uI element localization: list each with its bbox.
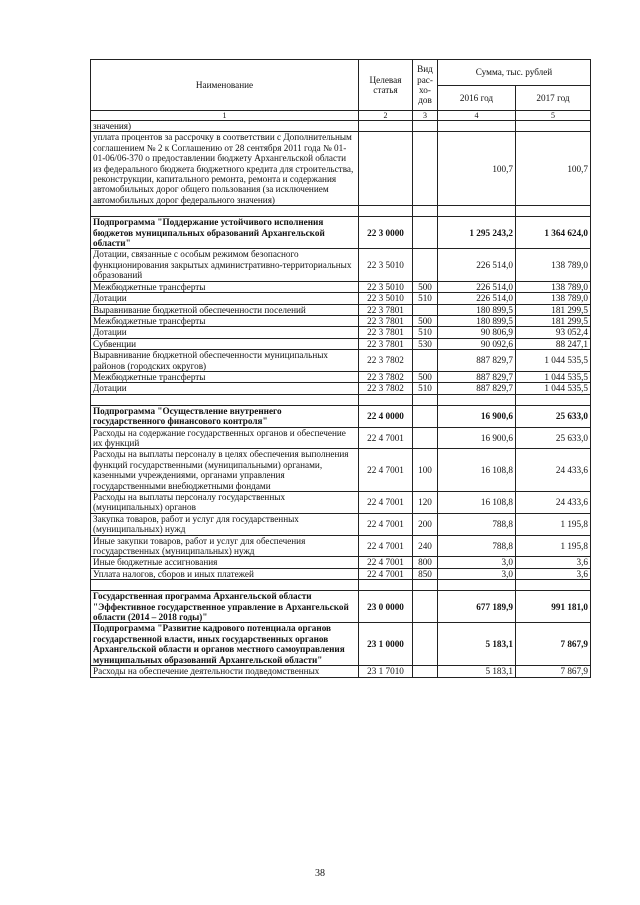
expense-type-cell xyxy=(413,623,438,666)
empty-cell xyxy=(438,394,516,405)
target-code-cell: 22 3 0000 xyxy=(359,217,413,249)
name-cell: Уплата налогов, сборов и иных платежей xyxy=(91,568,359,579)
table-row xyxy=(91,492,591,514)
document-page xyxy=(90,59,590,678)
target-code-cell: 22 4 7001 xyxy=(359,568,413,579)
amount-2016-cell: 180 899,5 xyxy=(438,315,516,326)
program-row xyxy=(91,405,591,427)
column-number: 3 xyxy=(413,111,438,121)
amount-2016-cell: 100,7 xyxy=(438,132,516,206)
table-row xyxy=(91,383,591,394)
table-body xyxy=(91,121,591,678)
amount-2016-cell: 887 829,7 xyxy=(438,383,516,394)
table-row xyxy=(91,315,591,326)
amount-2017-cell: 93 052,4 xyxy=(516,327,591,338)
program-row xyxy=(91,591,591,623)
amount-2016-cell: 16 108,8 xyxy=(438,449,516,492)
name-cell: Дотации, связанные с особым режимом безопасного функционирования закрытых административно-территориальных образований xyxy=(91,249,359,281)
empty-cell xyxy=(438,580,516,591)
name-cell: Иные бюджетные ассигнования xyxy=(91,557,359,568)
table-row xyxy=(91,568,591,579)
empty-cell xyxy=(359,394,413,405)
amount-2017-cell: 181 299,5 xyxy=(516,315,591,326)
expense-type-cell: 500 xyxy=(413,371,438,382)
amount-2017-cell: 7 867,9 xyxy=(516,623,591,666)
table-row xyxy=(91,535,591,557)
name-cell: Дотации xyxy=(91,293,359,304)
target-code-cell: 22 4 7001 xyxy=(359,513,413,535)
amount-2017-cell: 181 299,5 xyxy=(516,304,591,315)
amount-2016-cell: 1 295 243,2 xyxy=(438,217,516,249)
amount-2016-cell: 90 092,6 xyxy=(438,338,516,349)
name-cell: Межбюджетные трансферты xyxy=(91,281,359,292)
amount-2017-cell: 138 789,0 xyxy=(516,249,591,281)
header-name: Наименование xyxy=(91,60,359,111)
expense-type-cell: 100 xyxy=(413,449,438,492)
table-row xyxy=(91,557,591,568)
target-code-cell: 22 4 7001 xyxy=(359,557,413,568)
expense-type-cell xyxy=(413,405,438,427)
expense-type-cell: 120 xyxy=(413,492,438,514)
name-cell: Закупка товаров, работ и услуг для государственных (муниципальных) нужд xyxy=(91,513,359,535)
expense-type-cell xyxy=(413,666,438,677)
amount-2017-cell: 138 789,0 xyxy=(516,281,591,292)
empty-cell xyxy=(438,206,516,217)
target-code-cell: 22 3 5010 xyxy=(359,281,413,292)
budget-table xyxy=(90,59,591,678)
name-cell: Выравнивание бюджетной обеспеченности поселений xyxy=(91,304,359,315)
empty-cell xyxy=(413,580,438,591)
header-year-2017: 2017 год xyxy=(516,85,591,111)
amount-2017-cell: 25 633,0 xyxy=(516,405,591,427)
table-row xyxy=(91,513,591,535)
amount-2016-cell: 788,8 xyxy=(438,535,516,557)
column-number: 2 xyxy=(359,111,413,121)
expense-type-cell: 500 xyxy=(413,315,438,326)
expense-type-cell: 500 xyxy=(413,281,438,292)
target-code-cell xyxy=(359,121,413,132)
column-number: 1 xyxy=(91,111,359,121)
name-cell: Дотации xyxy=(91,327,359,338)
expense-type-cell xyxy=(413,217,438,249)
expense-type-cell: 200 xyxy=(413,513,438,535)
target-code-cell: 22 3 5010 xyxy=(359,293,413,304)
expense-type-cell: 800 xyxy=(413,557,438,568)
amount-2016-cell: 3,0 xyxy=(438,568,516,579)
name-cell: значения) xyxy=(91,121,359,132)
expense-type-cell xyxy=(413,427,438,449)
amount-2017-cell: 100,7 xyxy=(516,132,591,206)
empty-cell xyxy=(359,206,413,217)
amount-2017-cell: 1 195,8 xyxy=(516,513,591,535)
expense-type-cell: 510 xyxy=(413,327,438,338)
amount-2016-cell: 887 829,7 xyxy=(438,350,516,372)
name-cell: уплата процентов за рассрочку в соответствии с Дополнительным соглашением № 2 к Соглашению от 28 сентября 2011 года № 01-01-06/06-370 о предоставлении бюджету Архангельской области из федерального бюджета бюджетного кредита для строительства, реконструкции, капитального ремонта, ремонта и содержания автомобильных дорог общего пользования (за исключением автомобильных дорог федерального значения) xyxy=(91,132,359,206)
amount-2016-cell: 5 183,1 xyxy=(438,623,516,666)
empty-cell xyxy=(91,580,359,591)
name-cell: Выравнивание бюджетной обеспеченности муниципальных районов (городских округов) xyxy=(91,350,359,372)
amount-2017-cell: 3,6 xyxy=(516,557,591,568)
amount-2016-cell: 226 514,0 xyxy=(438,249,516,281)
name-cell: Расходы на содержание государственных органов и обеспечение их функций xyxy=(91,427,359,449)
amount-2017-cell: 24 433,6 xyxy=(516,449,591,492)
table-row xyxy=(91,132,591,206)
name-cell: Подпрограмма "Развитие кадрового потенциала органов государственной власти, иных государственных органов Архангельской области и органов местного самоуправления муниципальных образований Архангельской области" xyxy=(91,623,359,666)
target-code-cell: 22 3 7801 xyxy=(359,327,413,338)
amount-2017-cell: 3,6 xyxy=(516,568,591,579)
amount-2017-cell: 7 867,9 xyxy=(516,666,591,677)
name-cell: Государственная программа Архангельской области "Эффективное государственное управление в Архангельской области (2014 – 2018 годы)" xyxy=(91,591,359,623)
amount-2016-cell: 226 514,0 xyxy=(438,293,516,304)
amount-2016-cell: 887 829,7 xyxy=(438,371,516,382)
amount-2016-cell: 16 900,6 xyxy=(438,427,516,449)
table-row xyxy=(91,281,591,292)
amount-2016-cell: 5 183,1 xyxy=(438,666,516,677)
amount-2017-cell xyxy=(516,121,591,132)
amount-2016-cell: 3,0 xyxy=(438,557,516,568)
empty-cell xyxy=(413,394,438,405)
expense-type-cell xyxy=(413,132,438,206)
expense-type-cell xyxy=(413,591,438,623)
empty-cell xyxy=(516,206,591,217)
empty-cell xyxy=(91,206,359,217)
page-number: 38 xyxy=(315,868,325,879)
amount-2016-cell: 677 189,9 xyxy=(438,591,516,623)
column-number: 4 xyxy=(438,111,516,121)
target-code-cell: 23 0 0000 xyxy=(359,591,413,623)
table-row xyxy=(91,327,591,338)
column-number: 5 xyxy=(516,111,591,121)
expense-type-cell xyxy=(413,350,438,372)
table-row xyxy=(91,666,591,677)
name-cell: Подпрограмма "Осуществление внутреннего государственного финансового контроля" xyxy=(91,405,359,427)
expense-type-cell: 510 xyxy=(413,383,438,394)
target-code-cell: 23 1 7010 xyxy=(359,666,413,677)
amount-2017-cell: 1 195,8 xyxy=(516,535,591,557)
target-code-cell: 22 3 7801 xyxy=(359,338,413,349)
expense-type-cell: 850 xyxy=(413,568,438,579)
empty-cell xyxy=(516,394,591,405)
expense-type-cell xyxy=(413,304,438,315)
expense-type-cell: 510 xyxy=(413,293,438,304)
table-row xyxy=(91,371,591,382)
target-code-cell: 22 3 7802 xyxy=(359,383,413,394)
spacer-row xyxy=(91,206,591,217)
name-cell: Подпрограмма "Поддержание устойчивого исполнения бюджетов муниципальных образований Архангельской области" xyxy=(91,217,359,249)
target-code-cell: 22 3 7801 xyxy=(359,315,413,326)
amount-2017-cell: 24 433,6 xyxy=(516,492,591,514)
amount-2016-cell: 788,8 xyxy=(438,513,516,535)
amount-2017-cell: 1 044 535,5 xyxy=(516,383,591,394)
header-target: Целевая статья xyxy=(359,60,413,111)
spacer-row xyxy=(91,394,591,405)
empty-cell xyxy=(413,206,438,217)
header-sum: Сумма, тыс. рублей xyxy=(438,60,591,86)
amount-2017-cell: 138 789,0 xyxy=(516,293,591,304)
target-code-cell: 22 4 0000 xyxy=(359,405,413,427)
target-code-cell: 22 3 7802 xyxy=(359,371,413,382)
amount-2017-cell: 88 247,1 xyxy=(516,338,591,349)
table-row xyxy=(91,338,591,349)
target-code-cell xyxy=(359,132,413,206)
table-row xyxy=(91,350,591,372)
amount-2016-cell: 90 806,9 xyxy=(438,327,516,338)
program-row xyxy=(91,217,591,249)
expense-type-cell xyxy=(413,249,438,281)
empty-cell xyxy=(91,394,359,405)
amount-2016-cell xyxy=(438,121,516,132)
target-code-cell: 22 3 5010 xyxy=(359,249,413,281)
expense-type-cell xyxy=(413,121,438,132)
target-code-cell: 22 4 7001 xyxy=(359,535,413,557)
target-code-cell: 22 3 7801 xyxy=(359,304,413,315)
column-number-row xyxy=(91,111,591,121)
name-cell: Расходы на выплаты персоналу в целях обеспечения выполнения функций государственными (муниципальными) органами, казенными учреждениями, органами управления государственными внебюджетными фондами xyxy=(91,449,359,492)
amount-2017-cell: 991 181,0 xyxy=(516,591,591,623)
name-cell: Межбюджетные трансферты xyxy=(91,315,359,326)
name-cell: Расходы на выплаты персоналу государственных (муниципальных) органов xyxy=(91,492,359,514)
table-row xyxy=(91,427,591,449)
table-row xyxy=(91,121,591,132)
empty-cell xyxy=(359,580,413,591)
target-code-cell: 23 1 0000 xyxy=(359,623,413,666)
table-row xyxy=(91,293,591,304)
spacer-row xyxy=(91,580,591,591)
header-year-2016: 2016 год xyxy=(438,85,516,111)
empty-cell xyxy=(516,580,591,591)
amount-2017-cell: 1 364 624,0 xyxy=(516,217,591,249)
amount-2016-cell: 226 514,0 xyxy=(438,281,516,292)
target-code-cell: 22 4 7001 xyxy=(359,492,413,514)
target-code-cell: 22 4 7001 xyxy=(359,427,413,449)
name-cell: Расходы на обеспечение деятельности подведомственных xyxy=(91,666,359,677)
table-row xyxy=(91,449,591,492)
program-row xyxy=(91,623,591,666)
expense-type-cell: 240 xyxy=(413,535,438,557)
table-row xyxy=(91,249,591,281)
name-cell: Дотации xyxy=(91,383,359,394)
table-row xyxy=(91,304,591,315)
target-code-cell: 22 4 7001 xyxy=(359,449,413,492)
amount-2016-cell: 16 108,8 xyxy=(438,492,516,514)
name-cell: Субвенции xyxy=(91,338,359,349)
header-expense-type: Вид рас-хо-дов xyxy=(413,60,438,111)
name-cell: Иные закупки товаров, работ и услуг для обеспечения государственных (муниципальных) нужд xyxy=(91,535,359,557)
amount-2017-cell: 25 633,0 xyxy=(516,427,591,449)
name-cell: Межбюджетные трансферты xyxy=(91,371,359,382)
amount-2016-cell: 180 899,5 xyxy=(438,304,516,315)
expense-type-cell: 530 xyxy=(413,338,438,349)
amount-2017-cell: 1 044 535,5 xyxy=(516,371,591,382)
amount-2017-cell: 1 044 535,5 xyxy=(516,350,591,372)
target-code-cell: 22 3 7802 xyxy=(359,350,413,372)
amount-2016-cell: 16 900,6 xyxy=(438,405,516,427)
